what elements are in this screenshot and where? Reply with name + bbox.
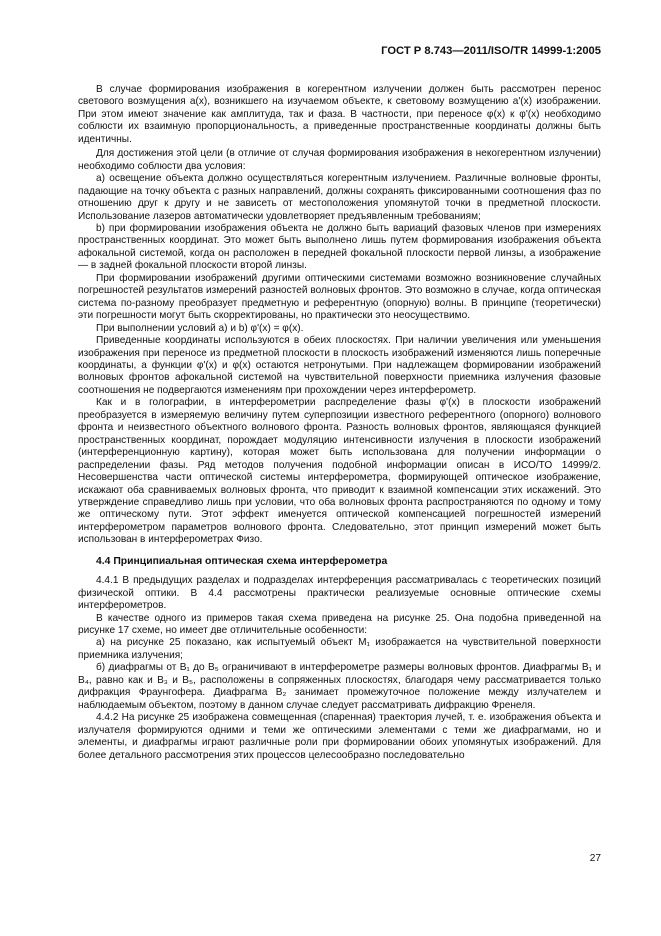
page-number: 27: [589, 853, 601, 864]
paragraph: В качестве одного из примеров такая схема приведена на рисунке 25. Она подобна приведенной на рисунке 17 схеме, но имеет две отличительные особенности:: [78, 612, 601, 637]
paragraph: При формировании изображений другими оптическими системами возможно возникновение случайных погрешностей результатов измерений разностей волновых фронтов. Это возможно в случае, когда оптическая система по-разному преобразует предметную и референтную (опорную) волны. В принципе (теоретически) эти погрешности могут быть скорректированы, но практически это неосуществимо.: [78, 272, 601, 322]
paragraph: В случае формирования изображения в когерентном излучении должен быть рассмотрен перенос светового возмущения a(x), возникшего на изучаемом объекте, к световому возмущению a'(x) изображении. При этом имеют значение как амплитуда, так и фаза. В частности, при переносе φ(x) к φ'(x) необходимо соблюсти их взаимную пропорциональность, а приведенные пространственные координаты должны быть идентичны.: [78, 84, 601, 145]
paragraph: 4.4.2 На рисунке 25 изображена совмещенная (спаренная) траектория лучей, т. е. изображения объекта и излучателя формируются одними и теми же оптическими элементами с теми же диафрагмами, но и элементы, и диафрагмы играют различные роли при формировании обоих упомянутых изображений. Для более детального рассмотрения этих процессов целесообразно последовательно: [78, 712, 601, 761]
paragraph: Приведенные координаты используются в обеих плоскостях. При наличии увеличения или уменьшения изображения при переносе из предметной плоскости в плоскость изображений изменяются лишь поперечные координаты, а функции φ'(x) и φ(x) остаются нетронутыми. При надлежащем формировании изображений волновых фронтов афокальной системой на чувствительной поверхности приемника излучения фазовые соотношения не подвергаются изменениям при прохождении через интерферометр.: [78, 335, 601, 396]
paragraph: Как и в голографии, в интерферометрии распределение фазы φ'(x) в плоскости изображений преобразуется в измеряемую величину путем суперпозиции известного референтного (опорного) волнового фронта и неизвестного объектного волнового фронта. Разность волновых фронтов, являющаяся функцией пространственных координат, порождает модуляцию интенсивности излучения в плоскости изображений (интерференционную картину), которая может быть использована для получении информации о распределении фазы. Ряд методов получения подобной информации описан в ИСО/ТО 14999/2. Несовершенства части оптической системы интерферометра, формирующей оптическое изображение, искажают оба сравниваемых волновых фронта, что приводит к взаимной компенсации этих искажений. Это утверждение справедливо лишь при условии, что оба волновых фронта распространяются по одному и тому же оптическому пути. Этот эффект именуется оптической компенсацией погрешностей измерений интерферометром параметров волнового фронта. Следовательно, этот принцип измерений может быть использован в интерферометрах Физо.: [78, 397, 601, 546]
paragraph-list-item-b: б) диафрагмы от B₁ до B₅ ограничивают в интерферометре размеры волновых фронтов. Диафрагмы B₁ и B₄, равно как и B₃ и B₅, расположены в сопряженных плоскостях, благодаря чему рассматривается только дифракция Фраунгофера. Диафрагма B₂ занимает промежуточное положение между излучателем и наблюдаемым объектом, поэтому в данном случае следует рассматривать дифракцию Френеля.: [78, 662, 601, 711]
section-heading: 4.4 Принципиальная оптическая схема интерферометра: [96, 555, 388, 567]
paragraph-formula: При выполнении условий а) и b) φ'(x) = φ(x).: [96, 322, 304, 334]
paragraph-list-item-a: а) на рисунке 25 показано, как испытуемый объект M₁ изображается на чувствительной поверхности приемника излучения;: [78, 637, 601, 661]
document-body: [78, 84, 601, 762]
document-header: ГОСТ Р 8.743—2011/ISO/TR 14999-1:2005: [381, 45, 601, 57]
paragraph: Для достижения этой цели (в отличие от случая формирования изображения в некогерентном излучении) необходимо соблюсти два условия:: [78, 148, 601, 172]
paragraph-list-item-b: b) при формировании изображения объекта не должно быть вариаций фазовых членов при измерениях пространственных координат. Это может быть выполнено лишь путем формирования изображения объекта афокальной системой, когда он расположен в передней фокальной плоскости первой линзы, а изображение — в задней фокальной плоскости второй линзы.: [78, 222, 601, 272]
paragraph: 4.4.1 В предыдущих разделах и подразделах интерференция рассматривалась с теоретических позиций физической оптики. В 4.4 рассмотрены практически реализуемые основные оптические схемы интерферометров.: [78, 575, 601, 612]
paragraph-list-item-a: а) освещение объекта должно осуществляться когерентным излучением. Различные волновые фронты, падающие на точку объекта с разных направлений, должны сохранять фиксированными соотношения фаз по отношению друг к другу и не зависеть от местоположения упомянутой точки в предметной плоскости. Использование лазеров автоматически удовлетворяет предъявленным требованиям;: [78, 173, 601, 222]
